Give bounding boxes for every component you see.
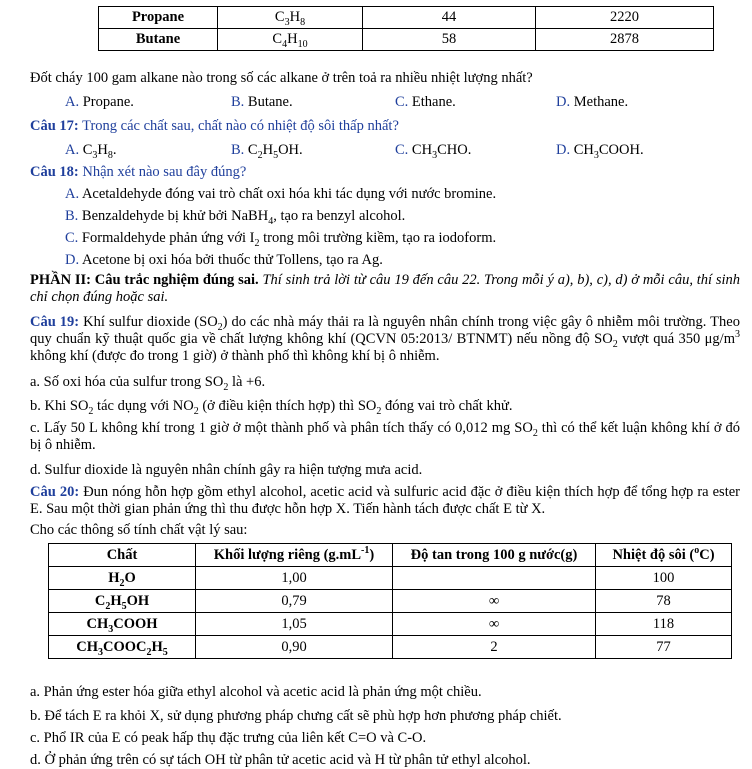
alkane-name: Propane (99, 7, 218, 29)
density: 0,79 (196, 590, 393, 613)
q19-statement-d: d. Sulfur dioxide là nguyên nhân chính gây ra hiện tượng mưa acid. (30, 462, 423, 478)
table-row (99, 29, 714, 51)
q20-statement-a: a. Phản ứng ester hóa giữa ethyl alcohol và acetic acid là phản ứng một chiều. (30, 684, 482, 700)
q19-statement-c: c. Lấy 50 L không khí trong 1 giờ ở một thành phố và phân tích thấy có 0,012 mg $SO_2$ thì có thể kết luận không khí ở đó bị ô nhiễm. (30, 420, 740, 453)
q20-statement-b: b. Để tách E ra khỏi X, sử dụng phương pháp chưng cất sẽ phù hợp hơn phương pháp chiết. (30, 708, 562, 724)
q19-statement-b: b. Khi $SO_2$ tác dụng với $NO_2$ (ở điều kiện thích hợp) thì $SO_2$ đóng vai trò chất khử. (30, 398, 513, 417)
q18-option-d: D. Acetone bị oxi hóa bởi thuốc thử Tollens, tạo ra Ag. (65, 252, 383, 268)
substance: $C_2H_5OH$ (49, 590, 196, 613)
solubility (393, 567, 596, 590)
q19-question: Câu 19: Khí sulfur dioxide $(SO_2)$ do các nhà máy thải ra là nguyên nhân chính trong việc gây ô nhiễm môi trường. Theo quy chuẩn kỹ thuật quốc gia về chất lượng không khí (QCVN 05:2013/ BTNMT) nếu nồng độ $SO_2$ vượt quá 350 $\mu g/m^3$ không khí (được đo trong 1 giờ) ở thành phố thì không khí bị ô nhiễm. (30, 314, 740, 364)
q20-statement-c: c. Phổ IR của E có peak hấp thụ đặc trưng của liên kết C=O và C-O. (30, 730, 427, 746)
combustion-heat: 2878 (536, 29, 714, 51)
q16-option-d: D. Methane. (556, 94, 629, 110)
q19-statement-a: a. Số oxi hóa của sulfur trong $SO_2$ là +6. (30, 374, 266, 393)
q17-option-a: A. $C_3H_8$. (65, 142, 117, 161)
boiling-point: 100 (596, 567, 732, 590)
q18-option-b: B. Benzaldehyde bị khử bởi NaBH$_4$, tạo ra benzyl alcohol. (65, 208, 406, 227)
q20-statement-d: d. Ở phản ứng trên có sự tách OH từ phân tử acetic acid và H từ phân tử ethyl alcohol. (30, 752, 531, 768)
q16-option-b: B. Butane. (231, 94, 293, 110)
part2-header: PHẦN II: Câu trắc nghiệm đúng sai. Thí sinh trả lời từ câu 19 đến câu 22. Trong mỗi ý a), b), c), d) ở mỗi câu, thí sinh chỉ chọn đúng hoặc sai. (30, 272, 741, 305)
alkane-table (98, 6, 714, 51)
solubility: ∞ (393, 590, 596, 613)
col-solubility: Độ tan trong 100 g nước(g) (393, 544, 596, 567)
col-boiling: Nhiệt độ sôi ($^o$C) (596, 544, 732, 567)
alkane-name: Butane (99, 29, 218, 51)
boiling-point: 78 (596, 590, 732, 613)
table-row (49, 590, 732, 613)
q17-option-c: C. $CH_3CHO$. (395, 142, 472, 161)
combustion-heat: 2220 (536, 7, 714, 29)
boiling-point: 77 (596, 636, 732, 659)
substance: $H_2O$ (49, 567, 196, 590)
q17-option-d: D. $CH_3COOH$. (556, 142, 644, 161)
q16-text: Đốt cháy 100 gam alkane nào trong số các alkane ở trên toả ra nhiều nhiệt lượng nhất? (30, 70, 533, 86)
q18-option-c: C. Formaldehyde phản ứng với $I_2$ trong môi trường kiềm, tạo ra iodoform. (65, 230, 497, 249)
solubility: ∞ (393, 613, 596, 636)
substance: $CH_3COOC_2H_5$ (49, 636, 196, 659)
alkane-formula: $C_4H_{10}$ (218, 29, 363, 51)
table-row (49, 567, 732, 590)
solubility: 2 (393, 636, 596, 659)
molar-mass: 44 (363, 7, 536, 29)
col-substance: Chất (49, 544, 196, 567)
density: 1,00 (196, 567, 393, 590)
boiling-point: 118 (596, 613, 732, 636)
col-density: Khối lượng riêng $(g.mL^{-1})$ (196, 544, 393, 567)
q16-option-a: A. Propane. (65, 94, 134, 110)
q20-question: Câu 20: Đun nóng hỗn hợp gồm ethyl alcohol, acetic acid và sulfuric acid đặc ở điều kiện thích hợp để tổng hợp ra ester E. Sau một thời gian phản ứng thì thu được hỗn hợp X. Tiến hành tách được chất E từ X. (30, 484, 740, 517)
alkane-formula: $C_3H_8$ (218, 7, 363, 29)
table-row (49, 636, 732, 659)
q18-option-a: A. Acetaldehyde đóng vai trò chất oxi hóa khi tác dụng với nước bromine. (65, 186, 497, 202)
q20-table-intro: Cho các thông số tính chất vật lý sau: (30, 522, 248, 538)
table-header-row (49, 544, 732, 567)
substance: $CH_3COOH$ (49, 613, 196, 636)
q18-question: Câu 18: Nhận xét nào sau đây đúng? (30, 164, 247, 180)
q17-option-b: B. $C_2H_5OH$. (231, 142, 303, 161)
properties-table (48, 543, 732, 659)
density: 1,05 (196, 613, 393, 636)
table-row (99, 7, 714, 29)
density: 0,90 (196, 636, 393, 659)
q17-question: Câu 17: Trong các chất sau, chất nào có nhiệt độ sôi thấp nhất? (30, 118, 399, 134)
table-row (49, 613, 732, 636)
molar-mass: 58 (363, 29, 536, 51)
q16-option-c: C. Ethane. (395, 94, 456, 110)
